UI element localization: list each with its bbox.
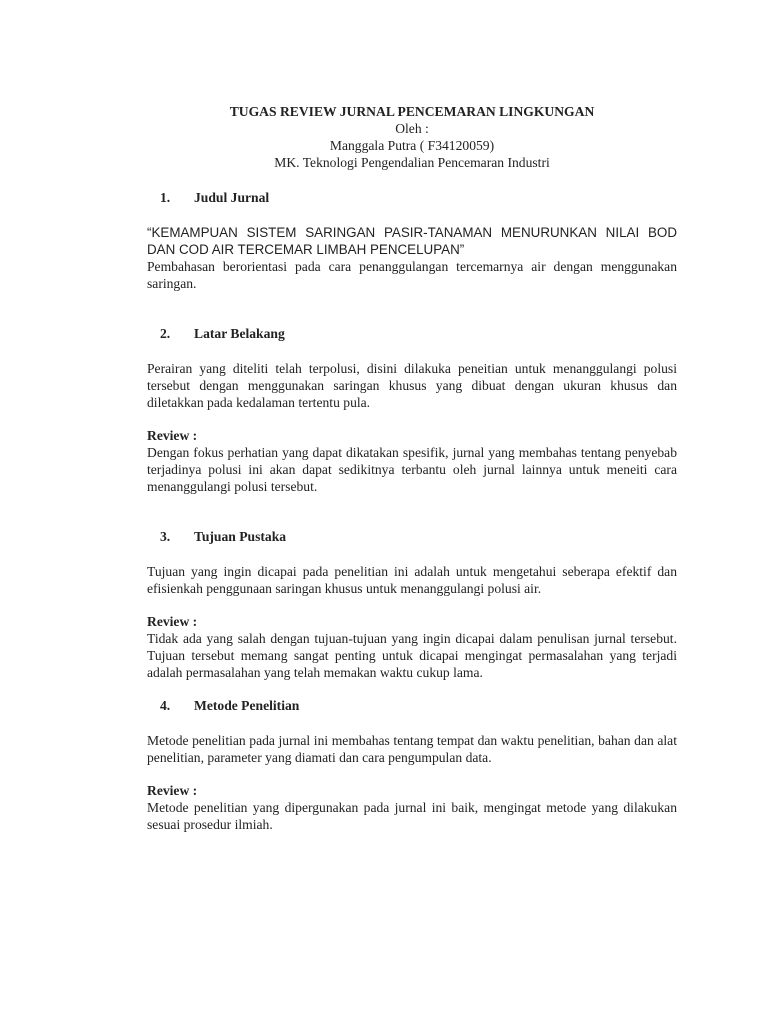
section-body: Pembahasan berorientasi pada cara penanggulangan tercemarnya air dengan menggunakan saringan. bbox=[147, 259, 677, 291]
section-number: 3. bbox=[160, 529, 171, 544]
journal-title: “KEMAMPUAN SISTEM SARINGAN PASIR-TANAMAN MENURUNKAN NILAI BOD DAN COD AIR TERCEMAR LIMBAH PENCELUPAN” bbox=[147, 225, 677, 257]
section-body: Perairan yang diteliti telah terpolusi, disini dilakuka peneitian untuk menanggulangi polusi tersebut dengan menggunakan saringan khusus yang dibuat dengan ukuran khusus dan diletakkan pada kedalaman tertentu pula. bbox=[147, 361, 677, 410]
section-title: Tujuan Pustaka bbox=[194, 529, 287, 544]
course-name: MK. Teknologi Pengendalian Pencemaran Industri bbox=[274, 155, 550, 170]
review-label: Review : bbox=[147, 783, 198, 798]
section-number: 4. bbox=[160, 698, 171, 713]
section-heading-tujuan-pustaka bbox=[160, 528, 677, 545]
section-title: Metode Penelitian bbox=[194, 698, 300, 713]
section-number: 1. bbox=[160, 190, 171, 205]
author-name: Manggala Putra ( F34120059) bbox=[329, 138, 495, 153]
section-body: Tujuan yang ingin dicapai pada penelitian ini adalah untuk mengetahui seberapa efektif dan efisienkah penggunaan saringan khusus untuk menanggulangi polusi air. bbox=[147, 564, 677, 596]
document-header bbox=[147, 103, 677, 171]
section-title: Judul Jurnal bbox=[194, 190, 270, 205]
section-heading-latar-belakang bbox=[160, 325, 677, 342]
document-title: TUGAS REVIEW JURNAL PENCEMARAN LINGKUNGAN bbox=[229, 104, 595, 119]
review-text: Dengan fokus perhatian yang dapat dikatakan spesifik, jurnal yang membahas tentang penyebab terjadinya polusi ini akan dapat sedikitnya terbantu oleh jurnal lainnya untuk meneiti cara menanggulangi polusi tersebut. bbox=[147, 445, 677, 494]
section-body: Metode penelitian pada jurnal ini membahas tentang tempat dan waktu penelitian, bahan dan alat penelitian, parameter yang diamati dan cara pengumpulan data. bbox=[147, 733, 677, 765]
by-label: Oleh : bbox=[395, 121, 429, 136]
review-text: Tidak ada yang salah dengan tujuan-tujuan yang ingin dicapai dalam penulisan jurnal tersebut. Tujuan tersebut memang sangat penting untuk dicapai mengingat permasalahan yang terjadi adalah permasalahan yang telah memakan waktu cukup lama. bbox=[147, 631, 677, 680]
document-content bbox=[147, 103, 677, 833]
section-title: Latar Belakang bbox=[194, 326, 285, 341]
section-number: 2. bbox=[160, 326, 171, 341]
review-label: Review : bbox=[147, 428, 198, 443]
section-heading-metode-penelitian bbox=[160, 697, 677, 714]
review-label: Review : bbox=[147, 614, 198, 629]
review-text: Metode penelitian yang dipergunakan pada jurnal ini baik, mengingat metode yang dilakukan sesuai prosedur ilmiah. bbox=[147, 800, 677, 832]
section-heading-judul-jurnal bbox=[160, 189, 677, 206]
